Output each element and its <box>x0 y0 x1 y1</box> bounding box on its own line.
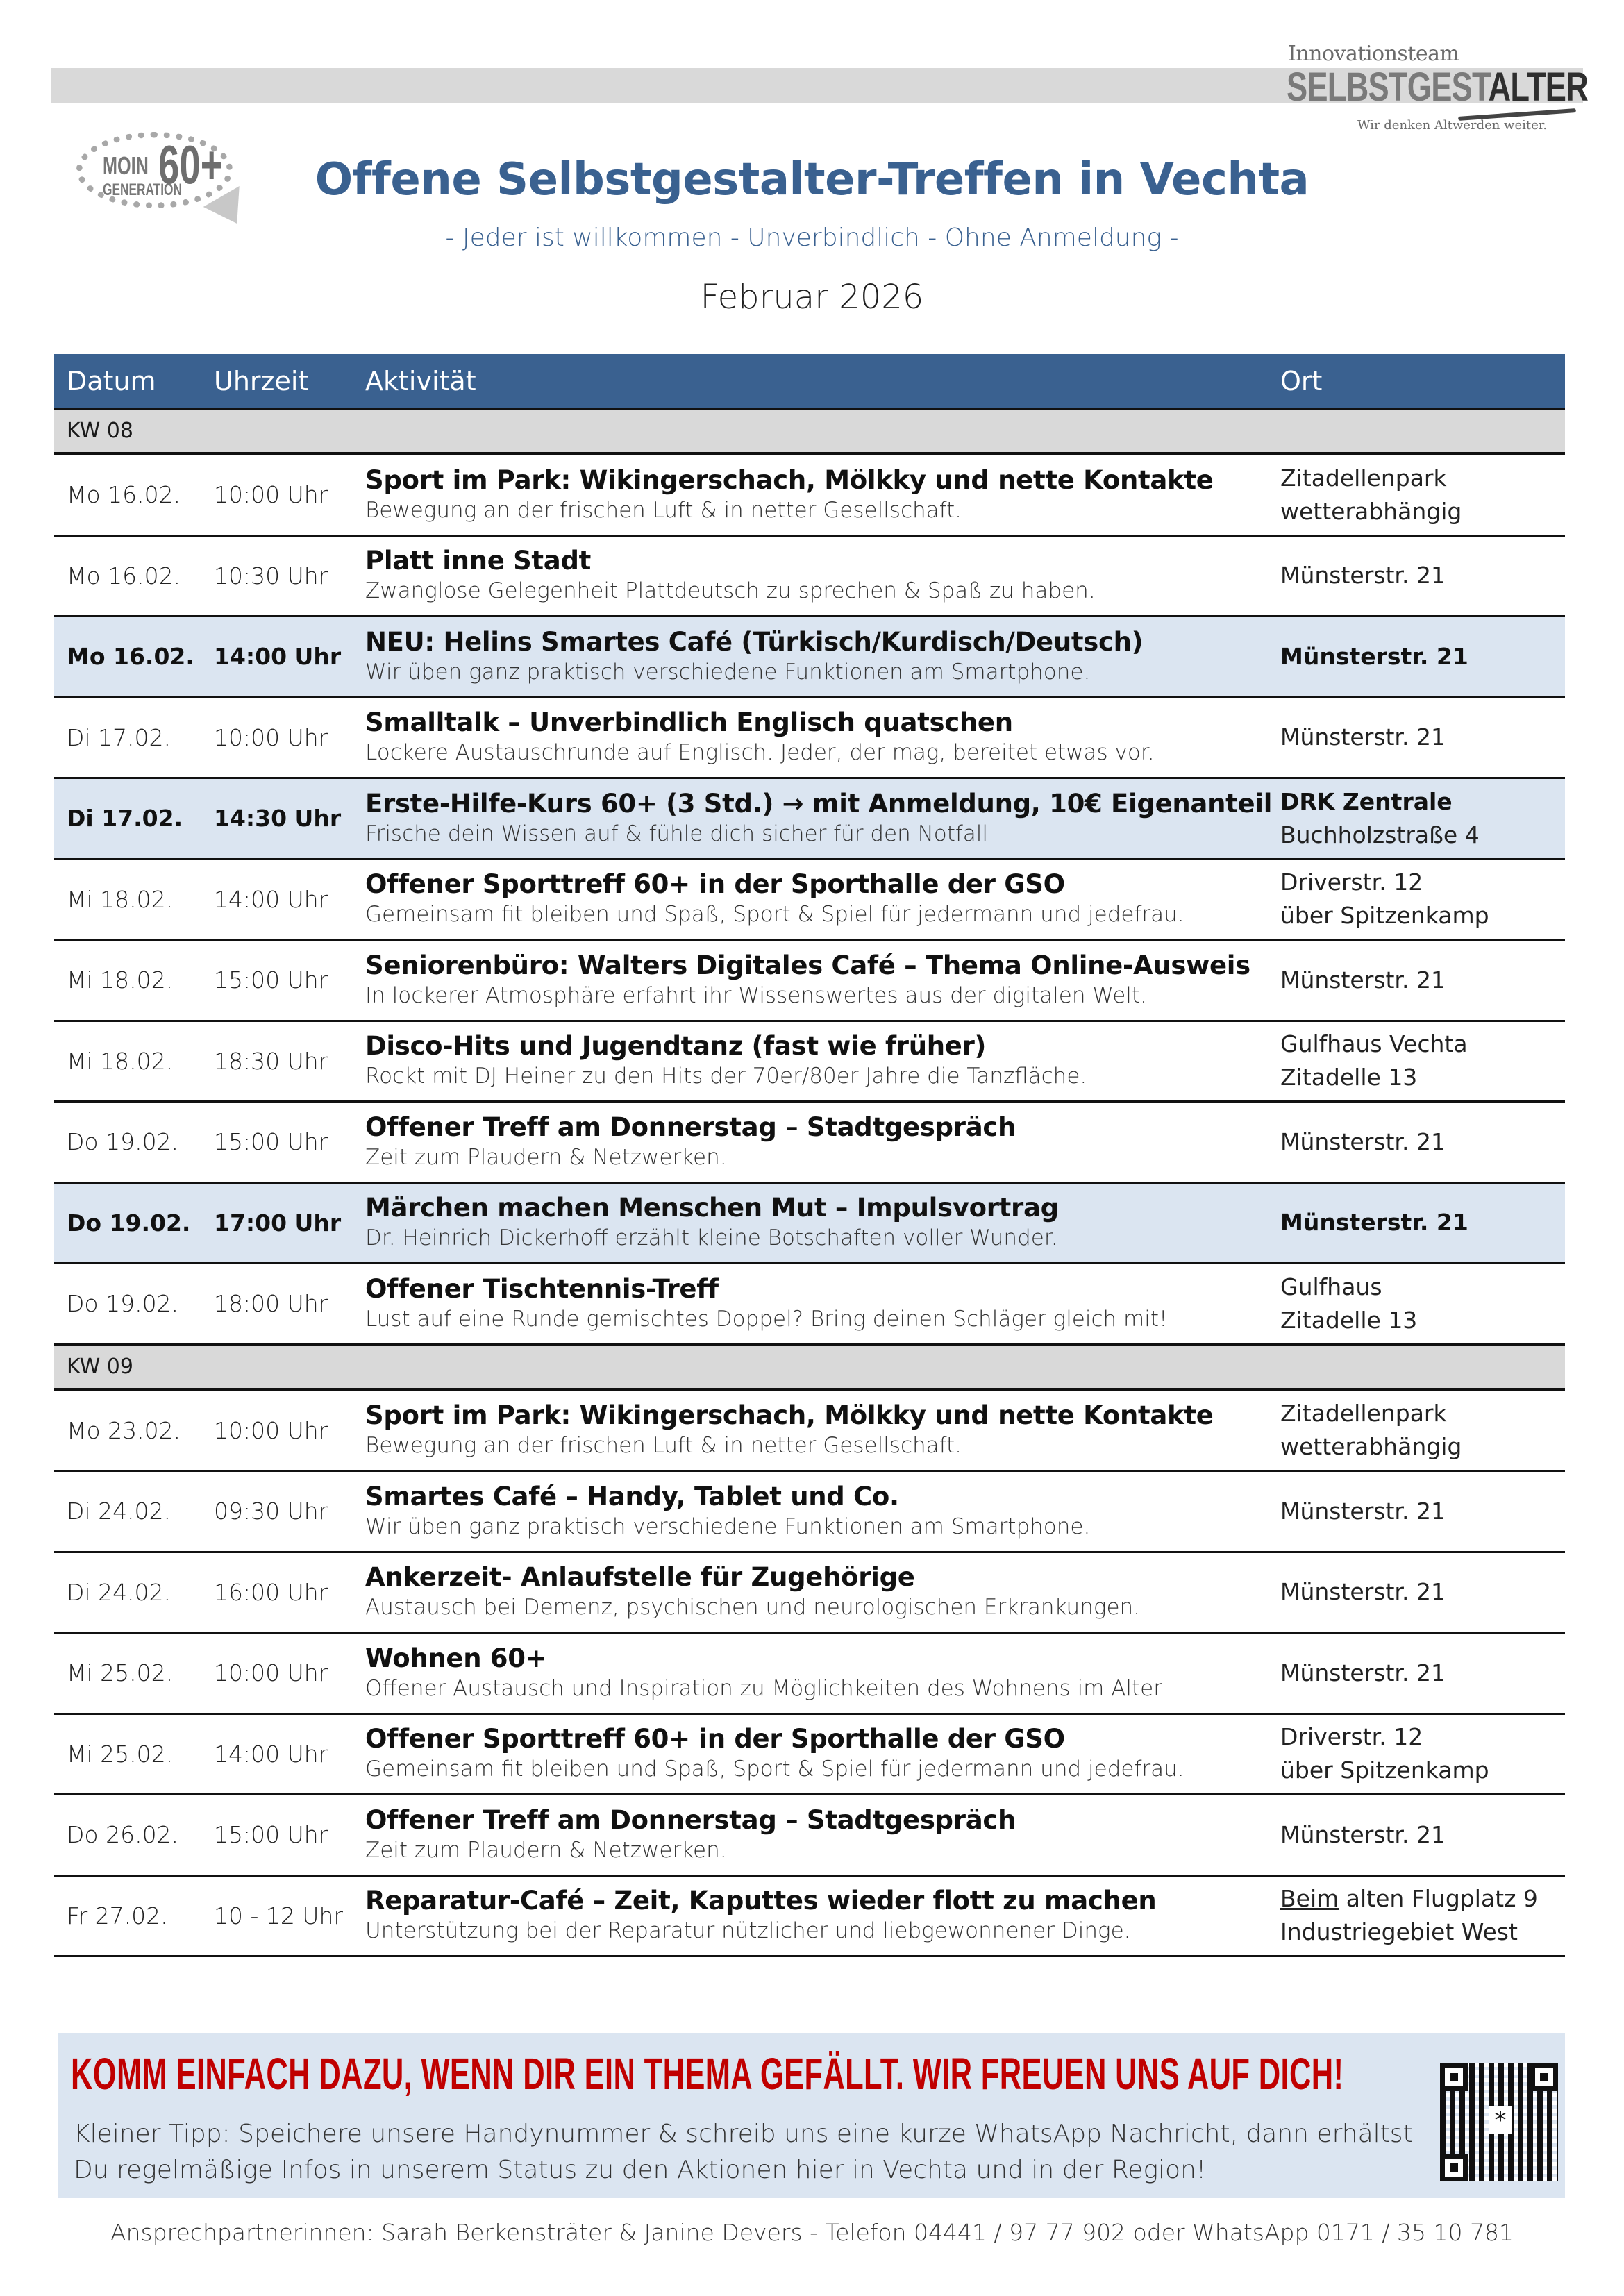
event-location <box>1280 462 1565 528</box>
event-time: 10:00 Uhr <box>214 723 328 751</box>
location-line-2: über Spitzenkamp <box>1280 902 1489 930</box>
event-activity <box>357 1885 1280 1946</box>
event-date: Mo 23.02. <box>67 1416 181 1444</box>
event-row <box>54 455 1565 537</box>
qr-finder <box>1440 2154 1468 2181</box>
event-location <box>1280 866 1565 932</box>
logo-big-text: SELBSTGESTALTER <box>1287 65 1589 110</box>
location-line-2: Industriegebiet West <box>1280 1918 1518 1946</box>
page-title: Offene Selbstgestalter-Treffen in Vechta <box>315 154 1309 206</box>
event-date: Mo 16.02. <box>67 643 194 671</box>
event-row <box>54 1264 1565 1346</box>
location-line-1: Zitadellenpark <box>1280 464 1447 492</box>
event-activity <box>357 1561 1280 1623</box>
event-row <box>54 1103 1565 1184</box>
event-location <box>1280 1720 1565 1787</box>
event-title: Reparatur-Café – Zeit, Kaputtes wieder flott zu machen <box>365 1886 1157 1916</box>
event-description: Rockt mit DJ Heiner zu den Hits der 70er/80er Jahre die Tanzfläche. <box>365 1064 1087 1089</box>
event-date: Mi 18.02. <box>67 966 174 994</box>
qr-code-icon[interactable] <box>1440 2063 1558 2181</box>
event-title: Erste-Hilfe-Kurs 60+ (3 Std.) → mit Anmeldung, 10€ Eigenanteil <box>365 788 1273 819</box>
event-title: Sport im Park: Wikingerschach, Mölkky und nette Kontakte <box>365 1400 1214 1431</box>
event-time: 16:00 Uhr <box>214 1578 328 1606</box>
location-line-1: Driverstr. 12 <box>1280 869 1423 896</box>
event-activity <box>357 1112 1280 1173</box>
events-table <box>54 354 1565 1957</box>
location-line-2: Zitadelle 13 <box>1280 1306 1418 1334</box>
event-time: 15:00 Uhr <box>214 1821 328 1849</box>
location-line-1: Beim alten Flugplatz 9 <box>1280 1885 1538 1913</box>
event-date: Mo 16.02. <box>67 562 181 589</box>
event-activity <box>357 1643 1280 1704</box>
event-location <box>1280 1206 1565 1239</box>
event-time: 09:30 Uhr <box>214 1498 328 1525</box>
event-description: Wir üben ganz praktisch verschiedene Funktionen am Smartphone. <box>365 1514 1091 1539</box>
event-title: Sport im Park: Wikingerschach, Mölkky und nette Kontakte <box>365 464 1214 495</box>
event-location <box>1280 1397 1565 1464</box>
event-date: Mo 16.02. <box>67 481 181 509</box>
event-row <box>54 1184 1565 1265</box>
event-time: 15:00 Uhr <box>214 966 328 994</box>
column-header-date: Datum <box>67 365 156 396</box>
logo-generation-text: GENERATION <box>103 181 182 199</box>
week-row: KW 09 <box>54 1346 1565 1391</box>
month-label: Februar 2026 <box>700 278 924 317</box>
page-subtitle: - Jeder ist willkommen - Unverbindlich - Ohne Anmeldung - <box>445 224 1179 252</box>
event-title: Smartes Café – Handy, Tablet und Co. <box>365 1481 899 1511</box>
event-description: Bewegung an der frischen Luft & in netter Gesellschaft. <box>365 1433 962 1459</box>
event-activity <box>357 1030 1280 1091</box>
event-location <box>1280 1028 1565 1094</box>
column-header-time: Uhrzeit <box>214 365 309 396</box>
event-activity <box>357 1273 1280 1334</box>
event-activity <box>357 1804 1280 1866</box>
event-row <box>54 617 1565 698</box>
location-line-1: Driverstr. 12 <box>1280 1723 1423 1751</box>
event-row <box>54 698 1565 780</box>
event-time: 10 - 12 Uhr <box>214 1902 343 1929</box>
event-location <box>1280 1125 1565 1159</box>
location-line-1: Münsterstr. 21 <box>1280 723 1446 751</box>
event-date: Do 19.02. <box>67 1290 179 1318</box>
location-line-2: wetterabhängig <box>1280 1433 1462 1461</box>
location-line-1: Zitadellenpark <box>1280 1400 1447 1427</box>
event-description: Wir üben ganz praktisch verschiedene Funktionen am Smartphone. <box>365 659 1091 685</box>
event-date: Di 17.02. <box>67 805 183 832</box>
event-date: Mi 25.02. <box>67 1659 174 1687</box>
location-line-1: Gulfhaus <box>1280 1273 1382 1300</box>
event-activity <box>357 1723 1280 1784</box>
logo-moin-text: MOIN <box>103 151 149 180</box>
event-location <box>1280 1657 1565 1690</box>
location-line-1: Münsterstr. 21 <box>1280 642 1468 670</box>
event-time: 14:00 Uhr <box>214 1740 328 1768</box>
event-activity <box>357 464 1280 526</box>
logo-small-text: Innovationsteam <box>1288 42 1459 66</box>
event-description: Lust auf eine Runde gemischtes Doppel? Bring deinen Schläger gleich mit! <box>365 1306 1168 1332</box>
event-description: Dr. Heinrich Dickerhoff erzählt kleine Botschaften voller Wunder. <box>365 1225 1058 1251</box>
event-location <box>1280 1818 1565 1852</box>
event-title: Offener Treff am Donnerstag – Stadtgespräch <box>365 1112 1016 1142</box>
event-description: Gemeinsam fit bleiben und Spaß, Sport & Spiel für jedermann und jedefrau. <box>365 902 1184 928</box>
logo-tagline: Wir denken Altwerden weiter. <box>1357 118 1548 133</box>
event-time: 18:00 Uhr <box>214 1290 328 1318</box>
event-location <box>1280 785 1565 852</box>
event-row <box>54 1472 1565 1553</box>
table-header <box>54 354 1565 410</box>
event-row <box>54 1553 1565 1634</box>
table-body <box>54 410 1565 1957</box>
event-date: Mi 18.02. <box>67 885 174 913</box>
event-title: Platt inne Stadt <box>365 546 592 576</box>
event-row <box>54 1391 1565 1473</box>
event-date: Di 24.02. <box>67 1578 171 1606</box>
event-time: 10:00 Uhr <box>214 1416 328 1444</box>
event-description: Unterstützung bei der Reparatur nützlicher und liebgewonnener Dinge. <box>365 1918 1131 1944</box>
event-activity <box>357 869 1280 930</box>
info-banner <box>58 2033 1565 2198</box>
event-title: Disco-Hits und Jugendtanz (fast wie früher) <box>365 1031 987 1062</box>
event-title: Offener Treff am Donnerstag – Stadtgespräch <box>365 1804 1016 1835</box>
event-description: Austausch bei Demenz, psychischen und neurologischen Erkrankungen. <box>365 1595 1141 1620</box>
event-activity <box>357 707 1280 768</box>
qr-finder <box>1440 2063 1468 2091</box>
event-location <box>1280 1495 1565 1528</box>
location-line-1: Münsterstr. 21 <box>1280 1128 1446 1155</box>
event-description: In lockerer Atmosphäre erfahrt ihr Wissenswertes aus der digitalen Welt. <box>365 982 1147 1008</box>
event-date: Do 26.02. <box>67 1821 179 1849</box>
column-header-location: Ort <box>1280 365 1323 396</box>
event-time: 10:00 Uhr <box>214 1659 328 1687</box>
event-row <box>54 1022 1565 1103</box>
event-activity <box>357 545 1280 606</box>
event-description: Zeit zum Plaudern & Netzwerken. <box>365 1837 727 1863</box>
location-line-1: Münsterstr. 21 <box>1280 1209 1468 1237</box>
event-date: Di 24.02. <box>67 1498 171 1525</box>
qr-center-icon: * <box>1489 2106 1512 2134</box>
event-time: 14:30 Uhr <box>214 805 342 832</box>
event-activity <box>357 1192 1280 1253</box>
qr-finder <box>1530 2063 1558 2091</box>
event-description: Frische dein Wissen auf & fühle dich sicher für den Notfall <box>365 821 989 846</box>
event-row <box>54 1877 1565 1958</box>
event-time: 18:30 Uhr <box>214 1047 328 1075</box>
event-location <box>1280 559 1565 592</box>
event-date: Fr 27.02. <box>67 1902 168 1929</box>
event-description: Gemeinsam fit bleiben und Spaß, Sport & Spiel für jedermann und jedefrau. <box>365 1757 1184 1782</box>
event-time: 17:00 Uhr <box>214 1209 342 1237</box>
event-title: NEU: Helins Smartes Café (Türkisch/Kurdisch/Deutsch) <box>365 626 1144 657</box>
location-line-1: Münsterstr. 21 <box>1280 966 1446 994</box>
location-line-2: Zitadelle 13 <box>1280 1064 1418 1091</box>
event-location <box>1280 964 1565 997</box>
event-row <box>54 1634 1565 1715</box>
event-date: Do 19.02. <box>67 1128 179 1156</box>
location-line-1: Münsterstr. 21 <box>1280 1820 1446 1848</box>
logo-60-text: 60+ <box>158 134 223 195</box>
event-location <box>1280 1575 1565 1609</box>
event-row <box>54 779 1565 860</box>
event-row <box>54 860 1565 941</box>
location-line-1: Münsterstr. 21 <box>1280 562 1446 589</box>
event-time: 10:30 Uhr <box>214 562 328 589</box>
selbstgestalter-logo <box>1288 42 1593 132</box>
event-description: Zwanglose Gelegenheit Plattdeutsch zu sprechen & Spaß zu haben. <box>365 578 1096 604</box>
event-description: Offener Austausch und Inspiration zu Möglichkeiten des Wohnens im Alter <box>365 1675 1162 1701</box>
location-underlined: Beim <box>1280 1885 1339 1913</box>
event-location <box>1280 640 1565 673</box>
event-time: 15:00 Uhr <box>214 1128 328 1156</box>
location-line-2: wetterabhängig <box>1280 497 1462 525</box>
location-line-2: Buchholzstraße 4 <box>1280 821 1480 848</box>
location-line-1: Münsterstr. 21 <box>1280 1659 1446 1686</box>
event-row <box>54 1795 1565 1877</box>
event-title: Offener Tischtennis-Treff <box>365 1273 719 1304</box>
event-title: Wohnen 60+ <box>365 1643 547 1673</box>
event-activity <box>357 788 1280 849</box>
event-date: Di 17.02. <box>67 723 171 751</box>
location-line-1: Münsterstr. 21 <box>1280 1497 1446 1525</box>
column-header-activity: Aktivität <box>365 365 476 396</box>
event-title: Seniorenbüro: Walters Digitales Café – Thema Online-Ausweis <box>365 950 1250 980</box>
event-activity <box>357 626 1280 687</box>
event-time: 14:00 Uhr <box>214 885 328 913</box>
location-line-1: Münsterstr. 21 <box>1280 1578 1446 1606</box>
event-title: Smalltalk – Unverbindlich Englisch quatschen <box>365 707 1013 738</box>
event-activity <box>357 1400 1280 1461</box>
event-activity <box>357 950 1280 1011</box>
event-description: Zeit zum Plaudern & Netzwerken. <box>365 1144 727 1170</box>
event-location <box>1280 721 1565 754</box>
event-row <box>54 1715 1565 1796</box>
event-title: Offener Sporttreff 60+ in der Sporthalle der GSO <box>365 869 1065 900</box>
event-title: Ankerzeit- Anlaufstelle für Zugehörige <box>365 1562 915 1593</box>
event-date: Do 19.02. <box>67 1209 191 1237</box>
event-description: Lockere Austauschrunde auf Englisch. Jeder, der mag, bereitet etwas vor. <box>365 740 1155 766</box>
location-line-2: über Spitzenkamp <box>1280 1757 1489 1784</box>
event-title: Märchen machen Menschen Mut – Impulsvortrag <box>365 1193 1059 1223</box>
event-date: Mi 18.02. <box>67 1047 174 1075</box>
event-time: 10:00 Uhr <box>214 481 328 509</box>
banner-headline: KOMM EINFACH DAZU, WENN DIR EIN THEMA GEFÄLLT. WIR FREUEN UNS AUF DICH! <box>71 2049 1344 2099</box>
event-location <box>1280 1882 1565 1949</box>
location-line-1: Gulfhaus Vechta <box>1280 1030 1468 1058</box>
week-row: KW 08 <box>54 410 1565 455</box>
event-location <box>1280 1271 1565 1337</box>
event-description: Bewegung an der frischen Luft & in netter Gesellschaft. <box>365 497 962 523</box>
event-row <box>54 941 1565 1022</box>
event-date: Mi 25.02. <box>67 1740 174 1768</box>
event-title: Offener Sporttreff 60+ in der Sporthalle der GSO <box>365 1724 1065 1754</box>
event-time: 14:00 Uhr <box>214 643 342 671</box>
event-activity <box>357 1481 1280 1542</box>
location-line-1: DRK Zentrale <box>1280 787 1453 815</box>
event-row <box>54 537 1565 618</box>
contact-line: Ansprechpartnerinnen: Sarah Berkensträter & Janine Devers - Telefon 04441 / 97 77 902 oder WhatsApp 0171 / 35 10 781 <box>110 2219 1514 2246</box>
banner-tip: Kleiner Tipp: Speichere unsere Handynummer & schreib uns eine kurze WhatsApp Nachricht, dann erhältst Du regelmäßige Infos in unserem Status zu den Aktionen hier in Vechta und in der Region! <box>74 2120 1413 2185</box>
